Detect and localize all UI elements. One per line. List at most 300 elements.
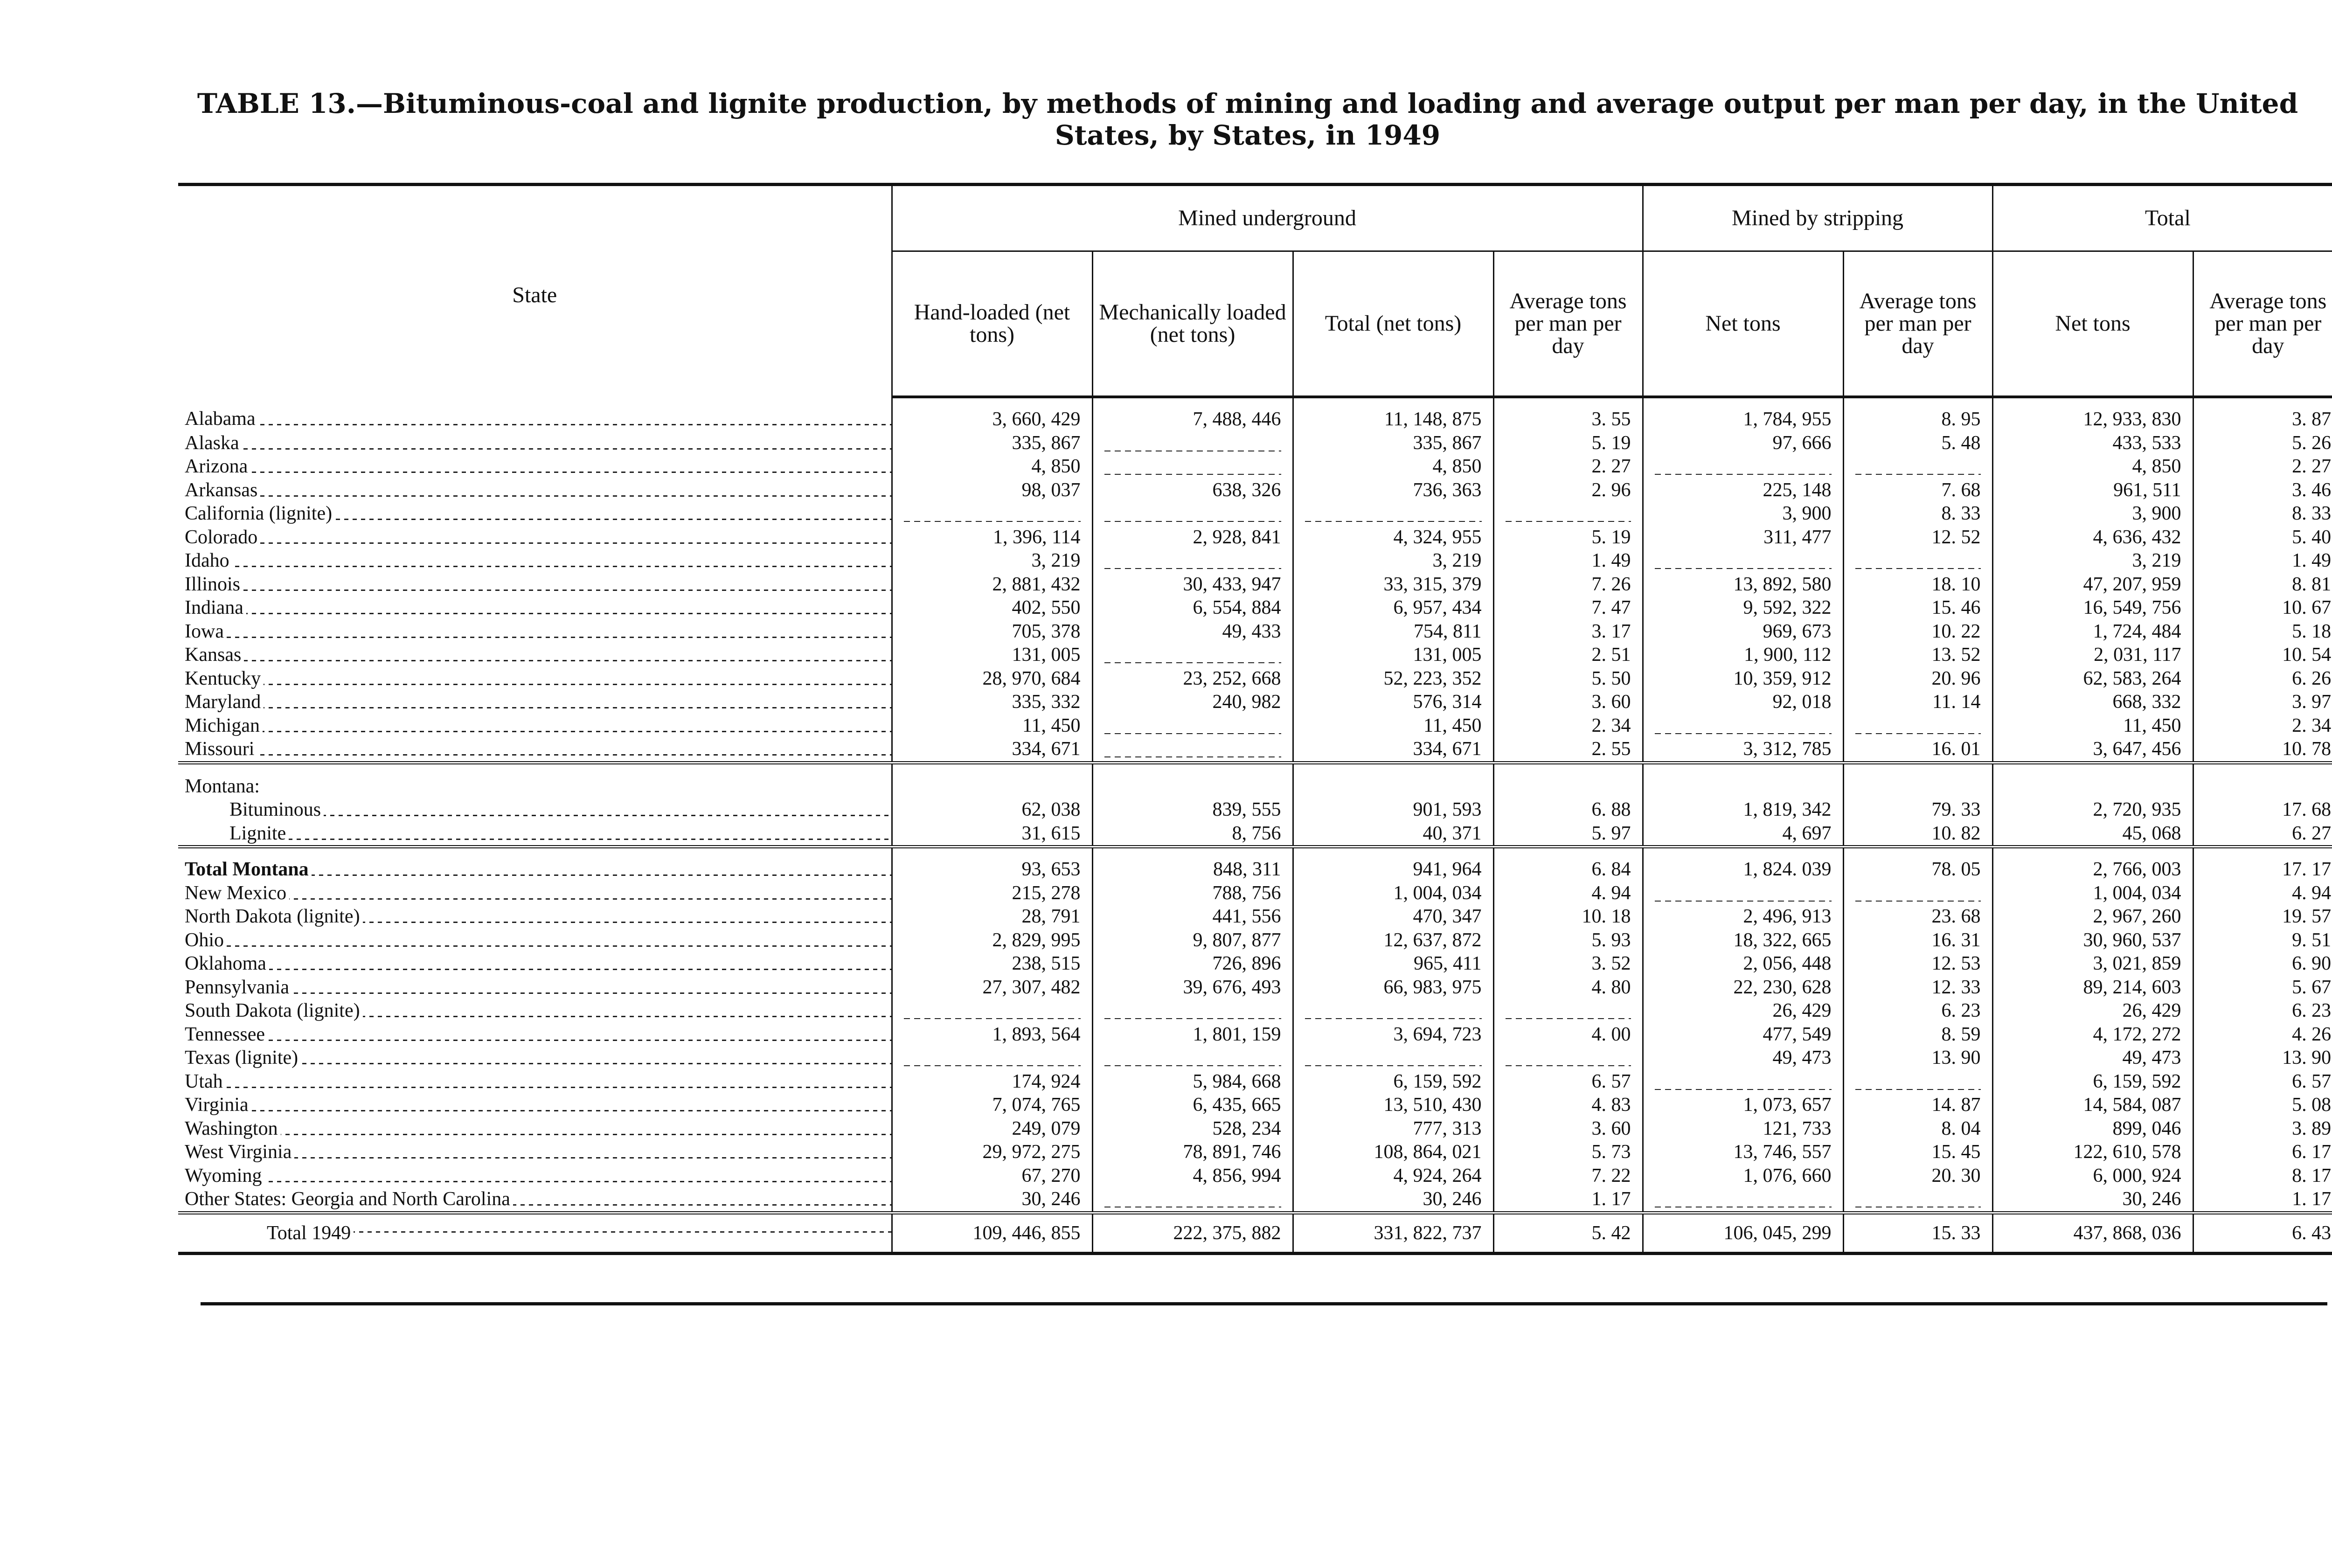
ug-avg-cell: 5. 50 xyxy=(1493,667,1643,691)
dash-leader xyxy=(904,1049,1081,1066)
ug-avg-cell: 5. 19 xyxy=(1493,431,1643,455)
state-leader xyxy=(185,1046,891,1070)
total-net-cell: 30, 960, 537 xyxy=(1992,929,2193,952)
strip-avg-cell: 6. 23 xyxy=(1843,999,1992,1023)
coal-production-table xyxy=(178,183,2332,1255)
state-cell xyxy=(178,549,892,573)
mech-cell: 4, 856, 994 xyxy=(1092,1164,1293,1188)
empty-cell xyxy=(892,763,1092,798)
strip-avg-cell: 14. 87 xyxy=(1843,1093,1992,1117)
hand-cell: 2, 881, 432 xyxy=(892,573,1092,597)
strip-net-cell: 4, 697 xyxy=(1643,822,1843,847)
empty-cell xyxy=(1293,763,1493,798)
state-leader xyxy=(185,1164,891,1188)
state-leader xyxy=(185,643,891,667)
state-label: Iowa xyxy=(185,621,227,642)
state-leader xyxy=(185,976,891,999)
title-line-1: TABLE 13.—Bituminous-coal and lignite production, by methods of mining and loading and average output per man per day, in the United xyxy=(197,88,2298,119)
ug-total-cell: 736, 363 xyxy=(1293,479,1493,502)
mech-cell xyxy=(1092,1046,1293,1070)
state-leader xyxy=(185,1117,891,1141)
mech-cell: 78, 891, 746 xyxy=(1092,1140,1293,1164)
ug-avg-cell: 7. 47 xyxy=(1493,596,1643,620)
total-avg-cell: 5. 08 xyxy=(2193,1093,2332,1117)
state-label: Ohio xyxy=(185,930,227,951)
total-avg-cell: 13. 90 xyxy=(2193,1046,2332,1070)
strip-avg-cell: 13. 90 xyxy=(1843,1046,1992,1070)
state-cell xyxy=(178,1140,892,1164)
ug-total-cell: 334, 671 xyxy=(1293,737,1493,763)
table-row xyxy=(178,952,2332,976)
ug-total-cell: 3, 694, 723 xyxy=(1293,1023,1493,1047)
dash-leader xyxy=(1655,458,1832,475)
table-row xyxy=(178,1187,2332,1213)
state-label: Arizona xyxy=(185,456,250,477)
strip-avg-cell: 15. 33 xyxy=(1843,1213,1992,1253)
dash-leader xyxy=(1655,1191,1832,1207)
strip-net-cell: 311, 477 xyxy=(1643,526,1843,549)
hand-cell: 62, 038 xyxy=(892,798,1092,822)
strip-net-cell: 121, 733 xyxy=(1643,1117,1843,1141)
total-net-cell: 122, 610, 578 xyxy=(1992,1140,2193,1164)
state-leader xyxy=(185,502,891,526)
total-net-cell: 1, 004, 034 xyxy=(1992,881,2193,905)
mech-cell: 638, 326 xyxy=(1092,479,1293,502)
mech-cell: 240, 982 xyxy=(1092,690,1293,714)
ug-avg-cell: 3. 60 xyxy=(1493,1117,1643,1141)
state-leader xyxy=(185,952,891,976)
state-label: Wyoming xyxy=(185,1165,264,1186)
ug-total-cell: 754, 811 xyxy=(1293,620,1493,644)
total-net-cell: 16, 549, 756 xyxy=(1992,596,2193,620)
hand-cell: 28, 791 xyxy=(892,905,1092,929)
state-label: Total Montana xyxy=(185,859,312,880)
dash-leader xyxy=(1104,1049,1281,1066)
dash-leader xyxy=(1855,1073,1981,1090)
table-row xyxy=(178,643,2332,667)
ug-total-cell: 335, 867 xyxy=(1293,431,1493,455)
ug-avg-cell: 6. 88 xyxy=(1493,798,1643,822)
total-net-cell: 2, 967, 260 xyxy=(1992,905,2193,929)
state-label: Colorado xyxy=(185,527,260,548)
state-leader xyxy=(185,1187,891,1211)
strip-net-cell: 97, 666 xyxy=(1643,431,1843,455)
strip-net-cell: 18, 322, 665 xyxy=(1643,929,1843,952)
strip-net-cell: 1, 900, 112 xyxy=(1643,643,1843,667)
total-avg-cell: 2. 27 xyxy=(2193,455,2332,479)
strip-avg-cell: 10. 22 xyxy=(1843,620,1992,644)
state-leader xyxy=(185,1140,891,1164)
hand-cell: 3, 219 xyxy=(892,549,1092,573)
ug-total-cell: 131, 005 xyxy=(1293,643,1493,667)
hand-cell: 29, 972, 275 xyxy=(892,1140,1092,1164)
state-cell xyxy=(178,905,892,929)
ug-total-cell: 4, 924, 264 xyxy=(1293,1164,1493,1188)
state-label: Alabama xyxy=(185,408,258,430)
state-label: Washington xyxy=(185,1118,281,1139)
state-label: Tennessee xyxy=(185,1024,268,1045)
total-net-cell: 4, 850 xyxy=(1992,455,2193,479)
total-avg-cell: 3. 46 xyxy=(2193,479,2332,502)
ug-avg-cell: 3. 60 xyxy=(1493,690,1643,714)
ug-avg-cell: 1. 17 xyxy=(1493,1187,1643,1213)
table-row xyxy=(178,1046,2332,1070)
table-row xyxy=(178,1164,2332,1188)
state-label: Maryland xyxy=(185,691,264,713)
hand-loaded-header: Hand-loaded (net tons) xyxy=(892,251,1092,397)
strip-avg-cell: 11. 14 xyxy=(1843,690,1992,714)
mech-cell: 788, 756 xyxy=(1092,881,1293,905)
state-label: North Dakota (lignite) xyxy=(185,906,363,927)
mech-cell: 839, 555 xyxy=(1092,798,1293,822)
table-row xyxy=(178,667,2332,691)
strip-net-cell: 969, 673 xyxy=(1643,620,1843,644)
state-leader xyxy=(185,905,891,929)
dash-leader xyxy=(1855,1191,1981,1207)
strip-avg-cell: 20. 30 xyxy=(1843,1164,1992,1188)
ug-total-cell: 965, 411 xyxy=(1293,952,1493,976)
dash-leader xyxy=(1655,552,1832,569)
hand-cell: 28, 970, 684 xyxy=(892,667,1092,691)
dash-leader xyxy=(1855,552,1981,569)
ug-avg-cell: 5. 19 xyxy=(1493,526,1643,549)
strip-net-cell: 225, 148 xyxy=(1643,479,1843,502)
empty-cell xyxy=(1843,763,1992,798)
strip-avg-cell xyxy=(1843,455,1992,479)
total-avg-cell: 17. 68 xyxy=(2193,798,2332,822)
mechanically-loaded-header: Mechanically loaded (net tons) xyxy=(1092,251,1293,397)
state-cell xyxy=(178,643,892,667)
strip-avg-cell: 8. 04 xyxy=(1843,1117,1992,1141)
strip-avg-cell: 13. 52 xyxy=(1843,643,1992,667)
strip-avg-cell xyxy=(1843,1187,1992,1213)
ug-avg-cell: 2. 27 xyxy=(1493,455,1643,479)
table-row xyxy=(178,549,2332,573)
stripping-group-header: Mined by stripping xyxy=(1643,185,1992,251)
total-avg-cell: 8. 17 xyxy=(2193,1164,2332,1188)
dash-leader xyxy=(904,505,1081,522)
ug-total-cell: 66, 983, 975 xyxy=(1293,976,1493,999)
state-leader xyxy=(185,999,891,1023)
state-leader xyxy=(185,1093,891,1117)
ug-avg-cell: 6. 84 xyxy=(1493,847,1643,881)
strip-net-cell: 2, 496, 913 xyxy=(1643,905,1843,929)
state-leader xyxy=(229,798,891,822)
ug-avg-cell: 1. 49 xyxy=(1493,549,1643,573)
total-avg-cell: 3. 97 xyxy=(2193,690,2332,714)
hand-cell: 3, 660, 429 xyxy=(892,397,1092,431)
ug-total-cell: 108, 864, 021 xyxy=(1293,1140,1493,1164)
ug-total-cell: 33, 315, 379 xyxy=(1293,573,1493,597)
total-net-cell: 3, 900 xyxy=(1992,502,2193,526)
strip-avg-cell: 16. 01 xyxy=(1843,737,1992,763)
stripping-net-tons-header: Net tons xyxy=(1643,251,1843,397)
state-cell xyxy=(178,431,892,455)
hand-cell: 1, 893, 564 xyxy=(892,1023,1092,1047)
state-label: Idaho xyxy=(185,550,232,571)
state-cell xyxy=(178,976,892,999)
ug-total-cell: 6, 957, 434 xyxy=(1293,596,1493,620)
hand-cell: 131, 005 xyxy=(892,643,1092,667)
strip-avg-cell: 10. 82 xyxy=(1843,822,1992,847)
hand-cell: 27, 307, 482 xyxy=(892,976,1092,999)
hand-cell: 334, 671 xyxy=(892,737,1092,763)
total-net-cell: 3, 021, 859 xyxy=(1992,952,2193,976)
ug-total-cell: 4, 324, 955 xyxy=(1293,526,1493,549)
strip-avg-cell: 20. 96 xyxy=(1843,667,1992,691)
state-label: Indiana xyxy=(185,597,246,618)
hand-cell: 109, 446, 855 xyxy=(892,1213,1092,1253)
dash-leader xyxy=(1655,1073,1832,1090)
total-avg-cell: 6. 90 xyxy=(2193,952,2332,976)
ug-total-cell: 901, 593 xyxy=(1293,798,1493,822)
ug-avg-cell: 5. 97 xyxy=(1493,822,1643,847)
table-row xyxy=(178,573,2332,597)
table-row xyxy=(178,620,2332,644)
state-label: Oklahoma xyxy=(185,953,269,974)
total-net-tons-header: Net tons xyxy=(1992,251,2193,397)
state-cell xyxy=(178,479,892,502)
hand-cell: 93, 653 xyxy=(892,847,1092,881)
total-avg-cell: 5. 40 xyxy=(2193,526,2332,549)
mech-cell: 9, 807, 877 xyxy=(1092,929,1293,952)
mech-cell: 848, 311 xyxy=(1092,847,1293,881)
strip-avg-cell: 8. 59 xyxy=(1843,1023,1992,1047)
total-avg-cell: 9. 51 xyxy=(2193,929,2332,952)
state-cell xyxy=(178,1070,892,1094)
state-leader xyxy=(185,479,891,502)
total-avg-cell: 1. 49 xyxy=(2193,549,2332,573)
total-net-cell: 3, 219 xyxy=(1992,549,2193,573)
mech-cell: 49, 433 xyxy=(1092,620,1293,644)
ug-avg-cell: 2. 51 xyxy=(1493,643,1643,667)
ug-total-cell: 777, 313 xyxy=(1293,1117,1493,1141)
dash-leader xyxy=(1104,458,1281,475)
strip-net-cell: 10, 359, 912 xyxy=(1643,667,1843,691)
empty-cell xyxy=(1992,763,2193,798)
state-leader xyxy=(185,714,891,738)
ug-avg-cell: 10. 18 xyxy=(1493,905,1643,929)
state-cell xyxy=(178,999,892,1023)
mech-cell: 441, 556 xyxy=(1092,905,1293,929)
dash-leader xyxy=(1104,1002,1281,1019)
strip-avg-cell: 5. 48 xyxy=(1843,431,1992,455)
ug-avg-cell xyxy=(1493,502,1643,526)
dash-leader xyxy=(904,1002,1081,1019)
strip-avg-cell: 7. 68 xyxy=(1843,479,1992,502)
montana-label: Montana: xyxy=(185,775,260,797)
hand-cell: 30, 246 xyxy=(892,1187,1092,1213)
table-row xyxy=(178,431,2332,455)
state-cell xyxy=(178,822,892,847)
table-row xyxy=(178,737,2332,763)
table-row xyxy=(178,1070,2332,1094)
state-leader xyxy=(185,1023,891,1047)
state-label: Missouri xyxy=(185,738,257,760)
strip-avg-cell xyxy=(1843,549,1992,573)
dash-leader xyxy=(1655,717,1832,734)
strip-net-cell: 49, 473 xyxy=(1643,1046,1843,1070)
state-label: Utah xyxy=(185,1071,226,1092)
dash-leader xyxy=(1506,1002,1631,1019)
total-net-cell: 2, 766, 003 xyxy=(1992,847,2193,881)
ug-avg-cell: 4. 94 xyxy=(1493,881,1643,905)
dash-leader xyxy=(1855,717,1981,734)
dash-leader xyxy=(1104,1191,1281,1207)
state-leader xyxy=(185,858,891,881)
state-label: Total 1949 xyxy=(267,1222,354,1244)
ug-avg-cell: 2. 34 xyxy=(1493,714,1643,738)
strip-net-cell: 1, 819, 342 xyxy=(1643,798,1843,822)
strip-avg-cell: 16. 31 xyxy=(1843,929,1992,952)
dash-leader xyxy=(1104,717,1281,734)
state-label: Michigan xyxy=(185,715,263,736)
hand-cell: 705, 378 xyxy=(892,620,1092,644)
ug-total-cell: 941, 964 xyxy=(1293,847,1493,881)
title-line-2: States, by States, in 1949 xyxy=(1055,119,1441,151)
total-avg-cell: 10. 78 xyxy=(2193,737,2332,763)
state-label: Virginia xyxy=(185,1094,251,1116)
strip-net-cell: 9, 592, 322 xyxy=(1643,596,1843,620)
state-cell xyxy=(178,1164,892,1188)
total-net-cell: 11, 450 xyxy=(1992,714,2193,738)
ug-total-cell: 52, 223, 352 xyxy=(1293,667,1493,691)
state-leader xyxy=(185,620,891,644)
state-label: Arkansas xyxy=(185,479,260,501)
mech-cell xyxy=(1092,999,1293,1023)
strip-avg-cell: 12. 33 xyxy=(1843,976,1992,999)
total-net-cell: 899, 046 xyxy=(1992,1117,2193,1141)
mech-cell xyxy=(1092,502,1293,526)
underground-average-header: Average tons per man per day xyxy=(1493,251,1643,397)
mech-cell: 8, 756 xyxy=(1092,822,1293,847)
state-cell xyxy=(178,573,892,597)
ug-avg-cell: 3. 52 xyxy=(1493,952,1643,976)
state-cell xyxy=(178,737,892,763)
ug-avg-cell: 7. 22 xyxy=(1493,1164,1643,1188)
total-net-cell: 49, 473 xyxy=(1992,1046,2193,1070)
state-cell xyxy=(178,667,892,691)
state-label: Lignite xyxy=(229,823,289,844)
hand-cell xyxy=(892,999,1092,1023)
hand-cell: 11, 450 xyxy=(892,714,1092,738)
state-label: Texas (lignite) xyxy=(185,1047,301,1068)
hand-cell xyxy=(892,502,1092,526)
state-cell xyxy=(178,929,892,952)
total-avg-cell: 3. 89 xyxy=(2193,1117,2332,1141)
dash-leader xyxy=(1855,885,1981,902)
table-row xyxy=(178,905,2332,929)
hand-cell: 335, 332 xyxy=(892,690,1092,714)
table-row xyxy=(178,1117,2332,1141)
state-label: Kansas xyxy=(185,644,244,666)
strip-avg-cell: 15. 45 xyxy=(1843,1140,1992,1164)
total-avg-cell: 8. 81 xyxy=(2193,573,2332,597)
total-net-cell: 26, 429 xyxy=(1992,999,2193,1023)
state-cell xyxy=(178,1187,892,1213)
strip-net-cell: 13, 892, 580 xyxy=(1643,573,1843,597)
hand-cell: 1, 396, 114 xyxy=(892,526,1092,549)
mech-cell xyxy=(1092,737,1293,763)
montana-lignite-row xyxy=(178,822,2332,847)
dash-leader xyxy=(1506,1049,1631,1066)
ug-total-cell: 12, 637, 872 xyxy=(1293,929,1493,952)
ug-total-cell: 11, 148, 875 xyxy=(1293,397,1493,431)
state-cell xyxy=(178,526,892,549)
dash-leader xyxy=(1104,435,1281,451)
mech-cell: 30, 433, 947 xyxy=(1092,573,1293,597)
total-avg-cell: 6. 43 xyxy=(2193,1213,2332,1253)
ug-total-cell: 331, 822, 737 xyxy=(1293,1213,1493,1253)
strip-net-cell: 1, 784, 955 xyxy=(1643,397,1843,431)
hand-cell: 2, 829, 995 xyxy=(892,929,1092,952)
state-cell xyxy=(178,1046,892,1070)
ug-avg-cell: 5. 42 xyxy=(1493,1213,1643,1253)
total-net-cell: 668, 332 xyxy=(1992,690,2193,714)
total-net-cell: 6, 159, 592 xyxy=(1992,1070,2193,1094)
total-avg-cell: 10. 67 xyxy=(2193,596,2332,620)
state-cell xyxy=(178,1117,892,1141)
dash-leader xyxy=(1655,885,1832,902)
state-leader xyxy=(229,822,891,846)
state-leader xyxy=(185,667,891,691)
strip-avg-cell xyxy=(1843,714,1992,738)
mech-cell: 5, 984, 668 xyxy=(1092,1070,1293,1094)
ug-avg-cell: 2. 96 xyxy=(1493,479,1643,502)
mech-cell xyxy=(1092,431,1293,455)
stripping-average-header: Average tons per man per day xyxy=(1843,251,1992,397)
ug-avg-cell: 4. 00 xyxy=(1493,1023,1643,1047)
strip-avg-cell: 15. 46 xyxy=(1843,596,1992,620)
dash-leader xyxy=(1104,552,1281,569)
state-label: Pennsylvania xyxy=(185,977,292,998)
state-label: California (lignite) xyxy=(185,503,335,524)
table-row xyxy=(178,929,2332,952)
total-net-cell: 45, 068 xyxy=(1992,822,2193,847)
state-leader xyxy=(185,881,891,905)
strip-net-cell: 477, 549 xyxy=(1643,1023,1843,1047)
total-avg-cell: 6. 23 xyxy=(2193,999,2332,1023)
table-title xyxy=(168,88,2327,151)
table-row xyxy=(178,690,2332,714)
state-cell xyxy=(178,952,892,976)
total-avg-cell: 5. 67 xyxy=(2193,976,2332,999)
total-row xyxy=(178,1213,2332,1253)
mech-cell: 23, 252, 668 xyxy=(1092,667,1293,691)
total-avg-cell: 4. 94 xyxy=(2193,881,2332,905)
total-net-cell: 2, 720, 935 xyxy=(1992,798,2193,822)
mech-cell: 6, 435, 665 xyxy=(1092,1093,1293,1117)
ug-avg-cell: 2. 55 xyxy=(1493,737,1643,763)
state-cell xyxy=(178,620,892,644)
mech-cell: 528, 234 xyxy=(1092,1117,1293,1141)
ug-avg-cell: 4. 83 xyxy=(1493,1093,1643,1117)
state-cell xyxy=(178,881,892,905)
mech-cell: 39, 676, 493 xyxy=(1092,976,1293,999)
total-avg-cell: 5. 26 xyxy=(2193,431,2332,455)
state-label: Illinois xyxy=(185,574,243,595)
state-leader xyxy=(185,573,891,597)
total-avg-cell: 6. 26 xyxy=(2193,667,2332,691)
total-avg-cell: 19. 57 xyxy=(2193,905,2332,929)
ug-total-cell: 1, 004, 034 xyxy=(1293,881,1493,905)
table-row xyxy=(178,526,2332,549)
strip-net-cell: 3, 312, 785 xyxy=(1643,737,1843,763)
table-row xyxy=(178,455,2332,479)
strip-net-cell: 1, 824. 039 xyxy=(1643,847,1843,881)
strip-net-cell xyxy=(1643,455,1843,479)
strip-net-cell: 1, 073, 657 xyxy=(1643,1093,1843,1117)
